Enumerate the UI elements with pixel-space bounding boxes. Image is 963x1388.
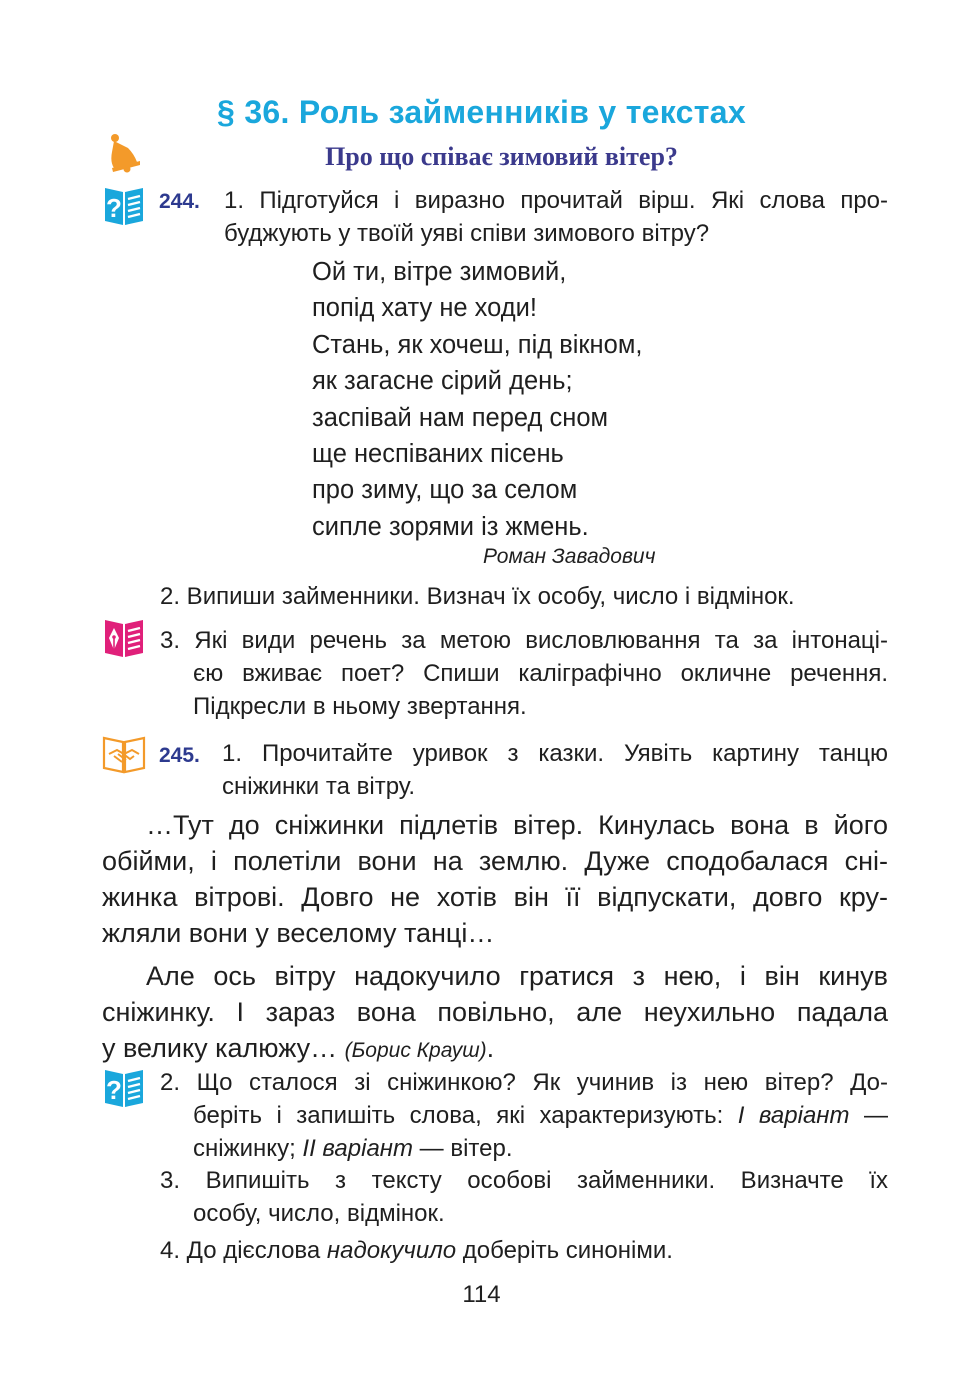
text-fragment: беріть і запишіть слова, які характеризують:	[193, 1102, 738, 1129]
text-fragment: 4. До дієслова	[160, 1237, 327, 1264]
poem-line: про зиму, що за селом	[312, 476, 578, 505]
ex245-task4	[160, 1234, 673, 1267]
text-fragment: сніжинку;	[193, 1135, 303, 1162]
handshake-book-icon	[102, 732, 146, 776]
text-line: жляли вони у веселому танці…	[102, 918, 495, 948]
text-line: Але ось вітру надокучило гратися з нею, і він кинув	[146, 961, 888, 991]
ex244-task3	[160, 624, 888, 723]
poem-line: як загасне сірий день;	[312, 367, 573, 396]
text-line: Підкресли в ньому звертання.	[193, 693, 527, 720]
question-book-icon	[102, 1066, 146, 1110]
text-fragment: —	[849, 1102, 889, 1129]
excerpt-author: (Борис Крауш)	[344, 1039, 487, 1062]
ex245-task2	[160, 1066, 888, 1165]
fairy-tale-excerpt	[102, 807, 888, 1069]
text-line: 1. Підготуйся і виразно прочитай вірш. Які слова про-	[224, 187, 888, 214]
text-line: єю вживає поет? Спиши каліграфічно окличне речення.	[193, 660, 888, 687]
variant-label: І варіант	[737, 1102, 850, 1129]
text-line: обійми, і полетіли вони на землю. Дуже сподобалася сні-	[102, 846, 888, 876]
pen-book-icon	[102, 616, 146, 660]
text-fragment: — вітер.	[412, 1135, 513, 1162]
text-line	[160, 1099, 888, 1132]
text-line: …Тут до сніжинки підлетів вітер. Кинулась вона в його	[146, 810, 888, 840]
svg-text:?: ?	[106, 193, 122, 223]
text-line: буджують у твоїй уяві співи зимового вітру?	[224, 220, 710, 247]
ex245-task1	[222, 737, 888, 803]
variant-label: ІІ варіант	[302, 1135, 413, 1162]
svg-text:?: ?	[106, 1075, 122, 1105]
exercise-number-245: 245.	[159, 744, 200, 767]
poem-author: Роман Завадович	[483, 545, 656, 568]
ex244-task2: 2. Випиши займенники. Визнач їх особу, число і відмінок.	[160, 583, 795, 610]
text-line: 1. Прочитайте уривок з казки. Уявіть картину танцю	[222, 740, 888, 767]
exercise-number-244: 244.	[159, 190, 200, 213]
page-number: 114	[462, 1281, 501, 1308]
text-fragment: доберіть синоніми.	[456, 1237, 673, 1264]
text-line	[160, 1132, 888, 1165]
text-line: сніжинки та вітру.	[222, 773, 416, 800]
text-line: 2. Що сталося зі сніжинкою? Як учинив із нею вітер? До-	[160, 1069, 888, 1096]
text-line: сніжинку. І зараз вона повільно, але неухильно падала	[102, 997, 888, 1027]
poem-line: заспівай нам перед сном	[312, 403, 609, 432]
poem-line: Стань, як хочеш, під вікном,	[312, 330, 643, 359]
highlighted-word: надокучило	[326, 1237, 457, 1264]
text-fragment: .	[486, 1033, 495, 1063]
ex245-task3	[160, 1164, 888, 1230]
page-title: § 36. Роль займенників у текстах	[217, 94, 746, 130]
poem-line: сипле зорями із жмень.	[312, 512, 589, 541]
text-line	[102, 1030, 888, 1069]
page-subtitle: Про що співає зимовий вітер?	[325, 142, 678, 171]
ex244-task1	[224, 184, 888, 250]
text-line: жинка вітрові. Довго не хотів він її відпускати, довго кру-	[102, 882, 888, 912]
text-line: 3. Випишіть з тексту особові займенники. Визначте їх	[160, 1167, 888, 1194]
question-book-icon	[102, 184, 146, 228]
text-fragment: у велику калюжу…	[102, 1033, 338, 1063]
poem-line: ще неспіваних пісень	[312, 440, 564, 469]
text-line: особу, число, відмінок.	[193, 1200, 445, 1227]
poem-line: Ой ти, вітре зимовий,	[312, 258, 567, 286]
text-line: 3. Які види речень за метою висловлювання та за інтонаці-	[160, 627, 888, 654]
poem	[312, 254, 642, 545]
poem-line: попід хату не ходи!	[312, 294, 537, 323]
